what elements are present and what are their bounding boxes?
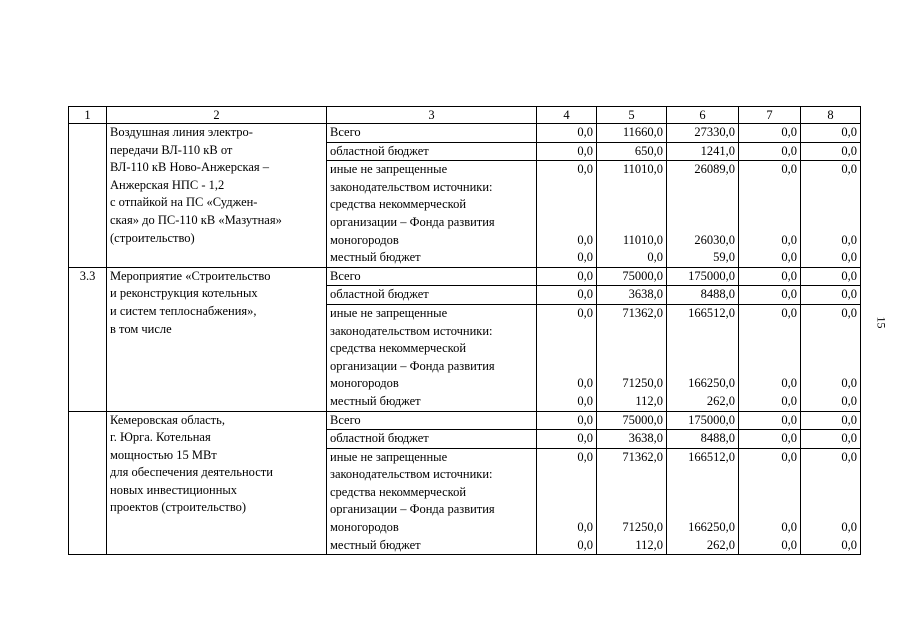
item-number-cell: 3.3 [69, 267, 107, 411]
value-cell: 0,0 0,0 0,0 [537, 448, 597, 555]
value-cell: 0,0 [739, 286, 801, 305]
header-cell: 6 [667, 107, 739, 124]
header-cell: 8 [801, 107, 861, 124]
value-cell: 71362,0 71250,0 112,0 [597, 448, 667, 555]
value-cell: 1241,0 [667, 142, 739, 161]
value-cell: 0,0 [739, 411, 801, 430]
value-cell: 166512,0 166250,0 262,0 [667, 304, 739, 411]
value-cell: 26089,0 26030,0 59,0 [667, 161, 739, 268]
funding-source-cell: Всего [327, 411, 537, 430]
value-cell: 0,0 0,0 0,0 [537, 304, 597, 411]
header-cell: 4 [537, 107, 597, 124]
value-cell: 0,0 [801, 267, 861, 286]
value-cell: 75000,0 [597, 267, 667, 286]
value-cell: 0,0 [537, 142, 597, 161]
item-number-cell [69, 124, 107, 268]
funding-source-cell: иные не запрещенные законодательством источники: средства некоммерческой организации – Фонда развития моногородов местный бюджет [327, 304, 537, 411]
funding-source-cell: иные не запрещенные законодательством источники: средства некоммерческой организации – Фонда развития моногородов местный бюджет [327, 161, 537, 268]
value-cell: 3638,0 [597, 286, 667, 305]
value-cell: 0,0 [801, 124, 861, 143]
header-cell: 5 [597, 107, 667, 124]
value-cell: 8488,0 [667, 430, 739, 449]
value-cell: 0,0 0,0 0,0 [801, 161, 861, 268]
funding-source-cell: областной бюджет [327, 430, 537, 449]
page-number: 15 [874, 316, 889, 329]
value-cell: 175000,0 [667, 267, 739, 286]
value-cell: 0,0 [801, 411, 861, 430]
value-cell: 0,0 [537, 286, 597, 305]
table-body [69, 107, 861, 555]
funding-source-cell: Всего [327, 124, 537, 143]
item-description-cell: Мероприятие «Строительство и реконструкция котельных и систем теплоснабжения», в том числе [107, 267, 327, 411]
value-cell: 650,0 [597, 142, 667, 161]
value-cell: 0,0 [801, 430, 861, 449]
value-cell: 8488,0 [667, 286, 739, 305]
item-number-cell [69, 411, 107, 555]
value-cell: 0,0 0,0 0,0 [739, 304, 801, 411]
value-cell: 0,0 0,0 0,0 [801, 304, 861, 411]
value-cell: 0,0 [739, 267, 801, 286]
value-cell: 0,0 0,0 0,0 [739, 448, 801, 555]
value-cell: 175000,0 [667, 411, 739, 430]
value-cell: 0,0 [537, 430, 597, 449]
header-cell: 1 [69, 107, 107, 124]
value-cell: 11660,0 [597, 124, 667, 143]
header-cell: 7 [739, 107, 801, 124]
funding-source-cell: областной бюджет [327, 142, 537, 161]
value-cell: 3638,0 [597, 430, 667, 449]
value-cell: 0,0 [739, 430, 801, 449]
value-cell: 0,0 0,0 0,0 [537, 161, 597, 268]
item-description-cell: Кемеровская область, г. Юрга. Котельная мощностью 15 МВт для обеспечения деятельности новых инвестиционных проектов (строительство) [107, 411, 327, 555]
value-cell: 0,0 [739, 142, 801, 161]
header-cell: 2 [107, 107, 327, 124]
header-row [69, 107, 861, 124]
value-cell: 71362,0 71250,0 112,0 [597, 304, 667, 411]
table-row [69, 267, 861, 286]
value-cell: 166512,0 166250,0 262,0 [667, 448, 739, 555]
funding-source-cell: иные не запрещенные законодательством источники: средства некоммерческой организации – Фонда развития моногородов местный бюджет [327, 448, 537, 555]
funding-source-cell: областной бюджет [327, 286, 537, 305]
value-cell: 0,0 [801, 142, 861, 161]
value-cell: 27330,0 [667, 124, 739, 143]
value-cell: 0,0 [537, 411, 597, 430]
header-cell: 3 [327, 107, 537, 124]
budget-table [68, 106, 861, 555]
value-cell: 0,0 0,0 0,0 [801, 448, 861, 555]
value-cell: 0,0 [801, 286, 861, 305]
item-description-cell: Воздушная линия электро- передачи ВЛ-110 кВ от ВЛ-110 кВ Ново-Анжерская – Анжерская НПС - 1,2 с отпайкой на ПС «Суджен- ская» до ПС-110 кВ «Мазутная» (строительство) [107, 124, 327, 268]
funding-source-cell: Всего [327, 267, 537, 286]
value-cell: 11010,0 11010,0 0,0 [597, 161, 667, 268]
value-cell: 0,0 0,0 0,0 [739, 161, 801, 268]
table-row [69, 124, 861, 143]
value-cell: 0,0 [739, 124, 801, 143]
value-cell: 0,0 [537, 124, 597, 143]
table-row [69, 411, 861, 430]
value-cell: 0,0 [537, 267, 597, 286]
value-cell: 75000,0 [597, 411, 667, 430]
